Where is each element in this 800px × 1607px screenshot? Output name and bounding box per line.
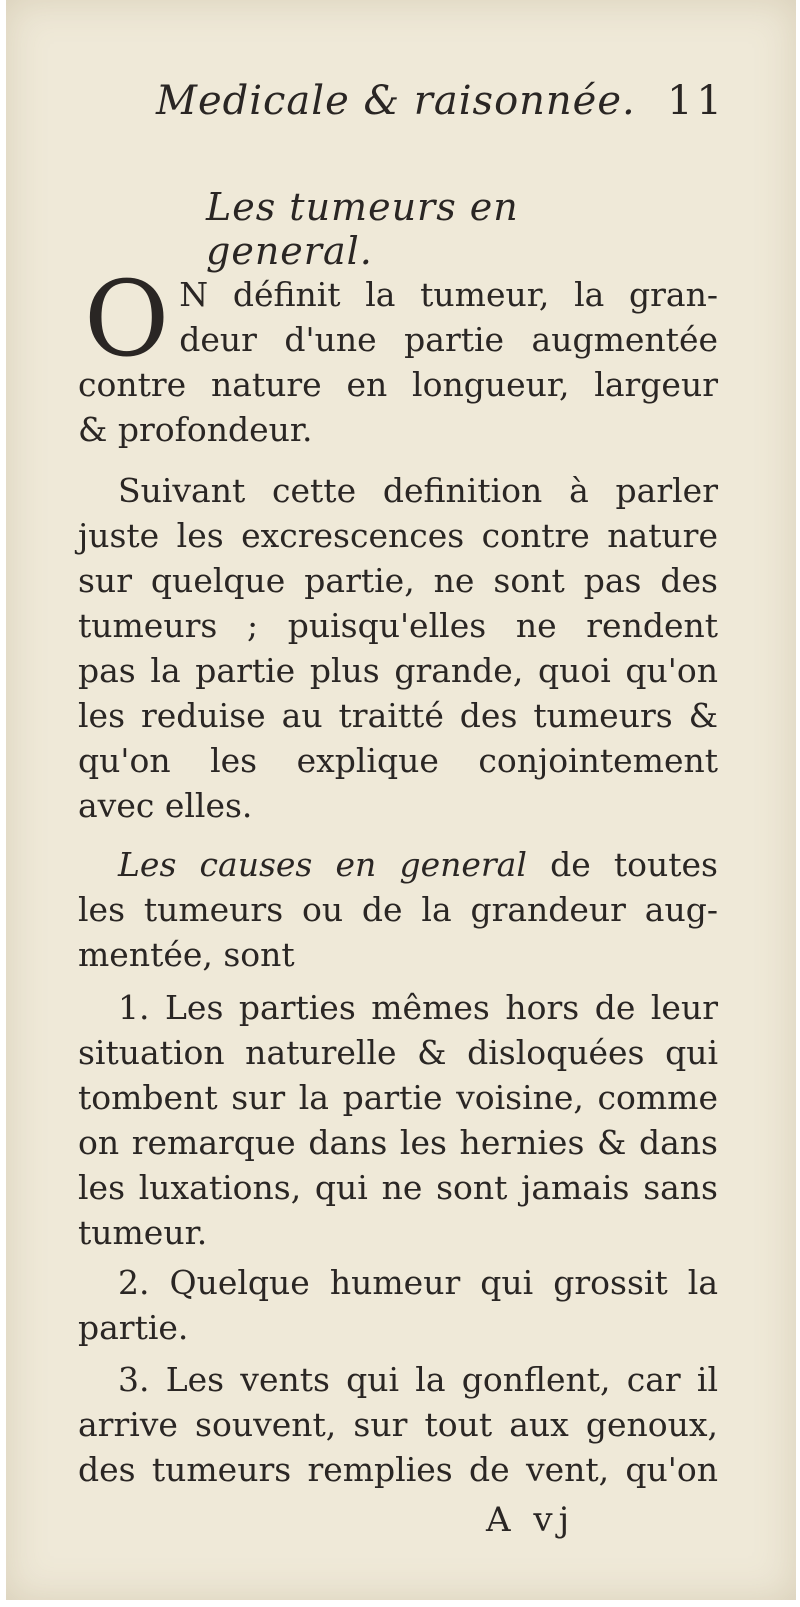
text-line: sur quelque partie, ne sont pas des bbox=[78, 561, 718, 600]
text-line: tombent sur la partie voisine, comme bbox=[78, 1078, 718, 1117]
text-line: des tumeurs remplies de vent, qu'on bbox=[78, 1450, 718, 1489]
text-line: avec elles. bbox=[78, 786, 253, 825]
book-page bbox=[6, 0, 796, 1600]
running-head bbox=[156, 78, 726, 124]
text-line: mentée, sont bbox=[78, 935, 295, 974]
text-line: Suivant cette definition à parler bbox=[118, 471, 718, 510]
text-line: qu'on les explique conjointement bbox=[78, 741, 718, 780]
text-line: juste les excrescences contre nature bbox=[78, 516, 718, 555]
text-line: & profondeur. bbox=[78, 410, 313, 449]
text-line: on remarque dans les hernies & dans bbox=[78, 1123, 718, 1162]
text-line: situation naturelle & disloquées qui bbox=[78, 1033, 718, 1072]
text-line: pas la partie plus grande, quoi qu'on bbox=[78, 651, 718, 690]
text-line: tumeurs ; puisqu'elles ne rendent bbox=[78, 606, 718, 645]
text-line: les tumeurs ou de la grandeur aug- bbox=[78, 890, 718, 929]
page-number: 11 bbox=[667, 78, 726, 124]
text-fragment: de toutes bbox=[526, 845, 718, 884]
paragraph-definition bbox=[78, 258, 718, 452]
text-line bbox=[78, 842, 718, 887]
paragraph-cause-3 bbox=[78, 1357, 718, 1492]
text-line: 3. Les vents qui la gonflent, car il bbox=[118, 1360, 718, 1399]
italic-phrase: Les causes en general bbox=[118, 845, 527, 884]
paragraph-excrescences bbox=[78, 468, 718, 828]
paragraph-cause-2 bbox=[78, 1260, 718, 1350]
paragraph-cause-1 bbox=[78, 985, 718, 1255]
text-line: arrive souvent, sur tout aux genoux, bbox=[78, 1405, 718, 1444]
text-line: deur d'une partie augmentée bbox=[179, 320, 718, 359]
text-line: contre nature en longueur, largeur bbox=[78, 365, 718, 404]
paragraph-causes bbox=[78, 842, 718, 977]
section-title: Les tumeurs en general. bbox=[206, 185, 519, 273]
text-line: tumeur. bbox=[78, 1213, 208, 1252]
text-line: partie. bbox=[78, 1308, 189, 1347]
drop-cap: O bbox=[84, 258, 170, 380]
text-line: 1. Les parties mêmes hors de leur bbox=[118, 988, 718, 1027]
text-line: N définit la tumeur, la gran- bbox=[179, 275, 718, 314]
signature-mark: A vj bbox=[486, 1500, 576, 1540]
running-title: Medicale & raisonnée. bbox=[156, 78, 636, 124]
text-line: les luxations, qui ne sont jamais sans bbox=[78, 1168, 718, 1207]
text-line: les reduise au traitté des tumeurs & bbox=[78, 696, 718, 735]
text-line: 2. Quelque humeur qui grossit la bbox=[118, 1263, 718, 1302]
